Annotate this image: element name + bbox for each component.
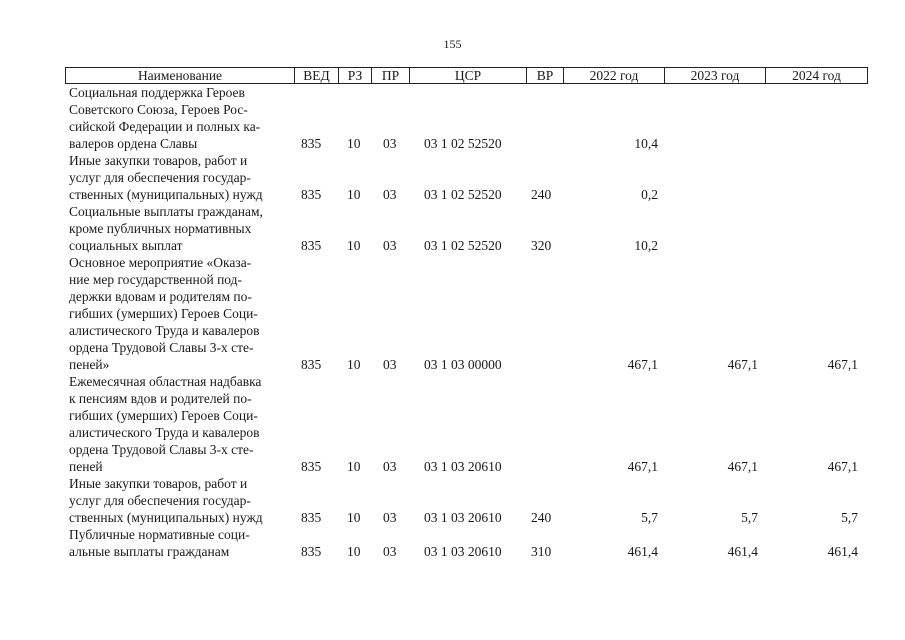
cell-2024: 5,7 [841,510,858,525]
cell-2023: 467,1 [727,357,758,372]
cell-rz: 10 [347,187,361,202]
cell-2022: 461,4 [627,544,658,559]
header-pr: ПР [372,68,410,83]
row-name-line: ственных (муниципальных) нужд [69,510,263,525]
cell-rz: 10 [347,357,361,372]
cell-2022: 10,4 [634,136,658,151]
cell-ved: 835 [301,238,322,253]
header-2023: 2023 год [665,68,766,83]
row-name-line: ордена Трудовой Славы 3-х сте- [69,340,254,355]
cell-csr: 03 1 02 52520 [424,136,502,151]
cell-2022: 0,2 [641,187,658,202]
row-name-line: пеней [69,459,103,474]
cell-2024: 461,4 [827,544,858,559]
cell-pr: 03 [383,544,397,559]
header-2022: 2022 год [564,68,665,83]
cell-ved: 835 [301,459,322,474]
row-name-line: кроме публичных нормативных [69,221,252,236]
row-name-line: сийской Федерации и полных ка- [69,119,261,134]
cell-2024: 467,1 [827,357,858,372]
cell-rz: 10 [347,136,361,151]
header-csr: ЦСР [410,68,527,83]
row-name-line: альные выплаты гражданам [69,544,230,559]
row-name-line: Социальная поддержка Героев [69,85,245,100]
row-name-line: пеней» [69,357,110,372]
header-name: Наименование [66,68,295,83]
cell-rz: 10 [347,238,361,253]
cell-2022: 5,7 [641,510,658,525]
cell-rz: 10 [347,510,361,525]
header-2024: 2024 год [792,68,841,83]
row-name-line: гибших (умерших) Героев Соци- [69,306,258,321]
cell-rz: 10 [347,544,361,559]
page-number: 155 [443,37,462,51]
cell-2023: 467,1 [727,459,758,474]
cell-vr: 320 [531,238,552,253]
row-name-line: ственных (муниципальных) нужд [69,187,263,202]
row-name-line: алистического Труда и кавалеров [69,323,260,338]
cell-pr: 03 [383,187,397,202]
row-name-line: гибших (умерших) Героев Соци- [69,408,258,423]
cell-2023: 461,4 [727,544,758,559]
row-name-line: валеров ордена Славы [69,136,198,151]
header-ved: ВЕД [295,68,339,83]
cell-ved: 835 [301,187,322,202]
row-name-line: Основное мероприятие «Оказа- [69,255,252,270]
cell-pr: 03 [383,238,397,253]
row-name-line: социальных выплат [69,238,183,253]
cell-2022: 467,1 [627,459,658,474]
cell-vr: 310 [531,544,552,559]
row-name-line: Иные закупки товаров, работ и [69,476,248,491]
cell-csr: 03 1 03 20610 [424,459,502,474]
cell-csr: 03 1 03 20610 [424,510,502,525]
row-name-line: Ежемесячная областная надбавка [69,374,262,389]
cell-ved: 835 [301,544,322,559]
cell-csr: 03 1 02 52520 [424,187,502,202]
row-name-line: держки вдовам и родителям по- [69,289,252,304]
cell-2022: 10,2 [634,238,658,253]
row-name-line: Советского Союза, Героев Рос- [69,102,248,117]
cell-pr: 03 [383,136,397,151]
cell-2024: 467,1 [827,459,858,474]
cell-ved: 835 [301,357,322,372]
row-name-line: Социальные выплаты гражданам, [69,204,263,219]
cell-rz: 10 [347,459,361,474]
row-name-line: услуг для обеспечения государ- [69,170,251,185]
cell-vr: 240 [531,510,552,525]
cell-csr: 03 1 03 00000 [424,357,502,372]
row-name-line: Публичные нормативные соци- [69,527,250,542]
header-rz: РЗ [339,68,372,83]
row-name-line: алистического Труда и кавалеров [69,425,260,440]
cell-2022: 467,1 [627,357,658,372]
row-name-line: Иные закупки товаров, работ и [69,153,248,168]
row-name-line: услуг для обеспечения государ- [69,493,251,508]
cell-pr: 03 [383,459,397,474]
table-header [65,67,868,84]
cell-pr: 03 [383,357,397,372]
cell-csr: 03 1 02 52520 [424,238,502,253]
row-name-line: к пенсиям вдов и родителей по- [69,391,252,406]
cell-2023: 5,7 [741,510,758,525]
cell-ved: 835 [301,510,322,525]
row-name-line: ние мер государственной под- [69,272,243,287]
cell-csr: 03 1 03 20610 [424,544,502,559]
cell-pr: 03 [383,510,397,525]
cell-ved: 835 [301,136,322,151]
row-name-line: ордена Трудовой Славы 3-х сте- [69,442,254,457]
cell-vr: 240 [531,187,552,202]
header-vr: ВР [527,68,564,83]
